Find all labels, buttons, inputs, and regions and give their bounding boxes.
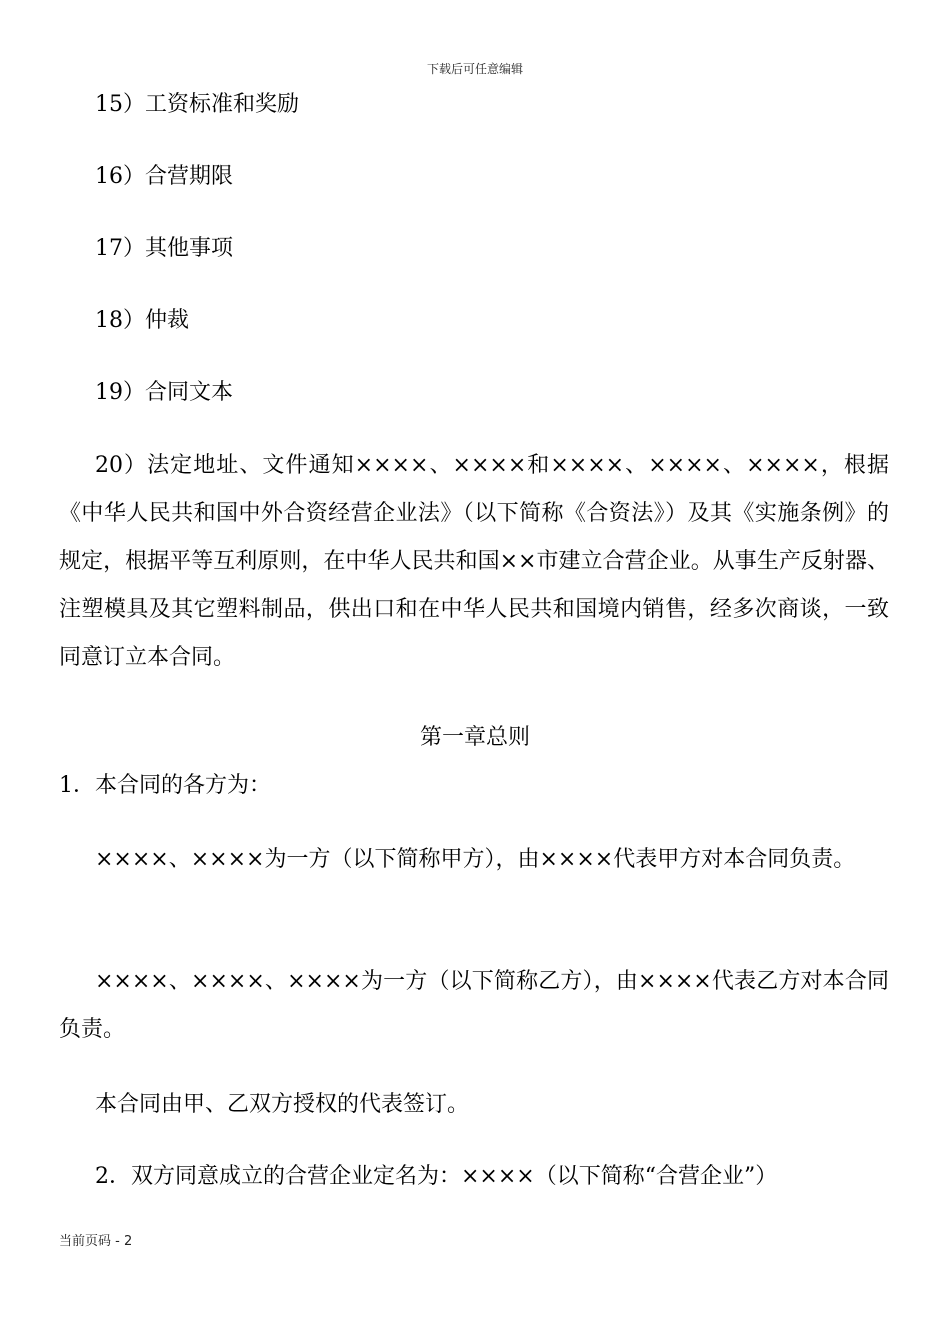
article-1-heading: 1．本合同的各方为： (59, 773, 271, 798)
signing-paragraph: 本合同由甲、乙双方授权的代表签订。 (95, 1092, 470, 1117)
list-item-16: 16）合营期限 (95, 164, 233, 189)
page-footer: 当前页码 - 2 (59, 1234, 133, 1249)
party-a-paragraph: ××××、××××为一方（以下简称甲方），由××××代表甲方对本合同负责。 (95, 847, 856, 872)
list-item-17: 17）其他事项 (95, 236, 233, 261)
party-b-paragraph: ××××、××××、××××为一方（以下简称乙方），由××××代表乙方对本合同负责。 (59, 969, 889, 1042)
list-item-18: 18）仲裁 (95, 308, 189, 333)
page-header: 下载后可任意编辑 (426, 62, 523, 76)
paragraph-20: 20）法定地址、文件通知××××、××××和××××、××××、××××，根据《中华人民共和国中外合资经营企业法》（以下简称《合资法》）及其《实施条例》的规定，根据平等互利原则，在中华人民共和国××市建立合营企业。从事生产反射器、注塑模具及其它塑料制品，供出口和在中华人民共和国境内销售，经多次商谈，一致同意订立本合同。 (59, 453, 889, 670)
chapter-title: 第一章总则 (419, 725, 530, 750)
article-2-paragraph: 2．双方同意成立的合营企业定名为：××××（以下简称“合营企业”） (95, 1164, 778, 1189)
list-item-19: 19）合同文本 (95, 380, 233, 405)
list-item-15: 15）工资标准和奖励 (95, 92, 299, 117)
